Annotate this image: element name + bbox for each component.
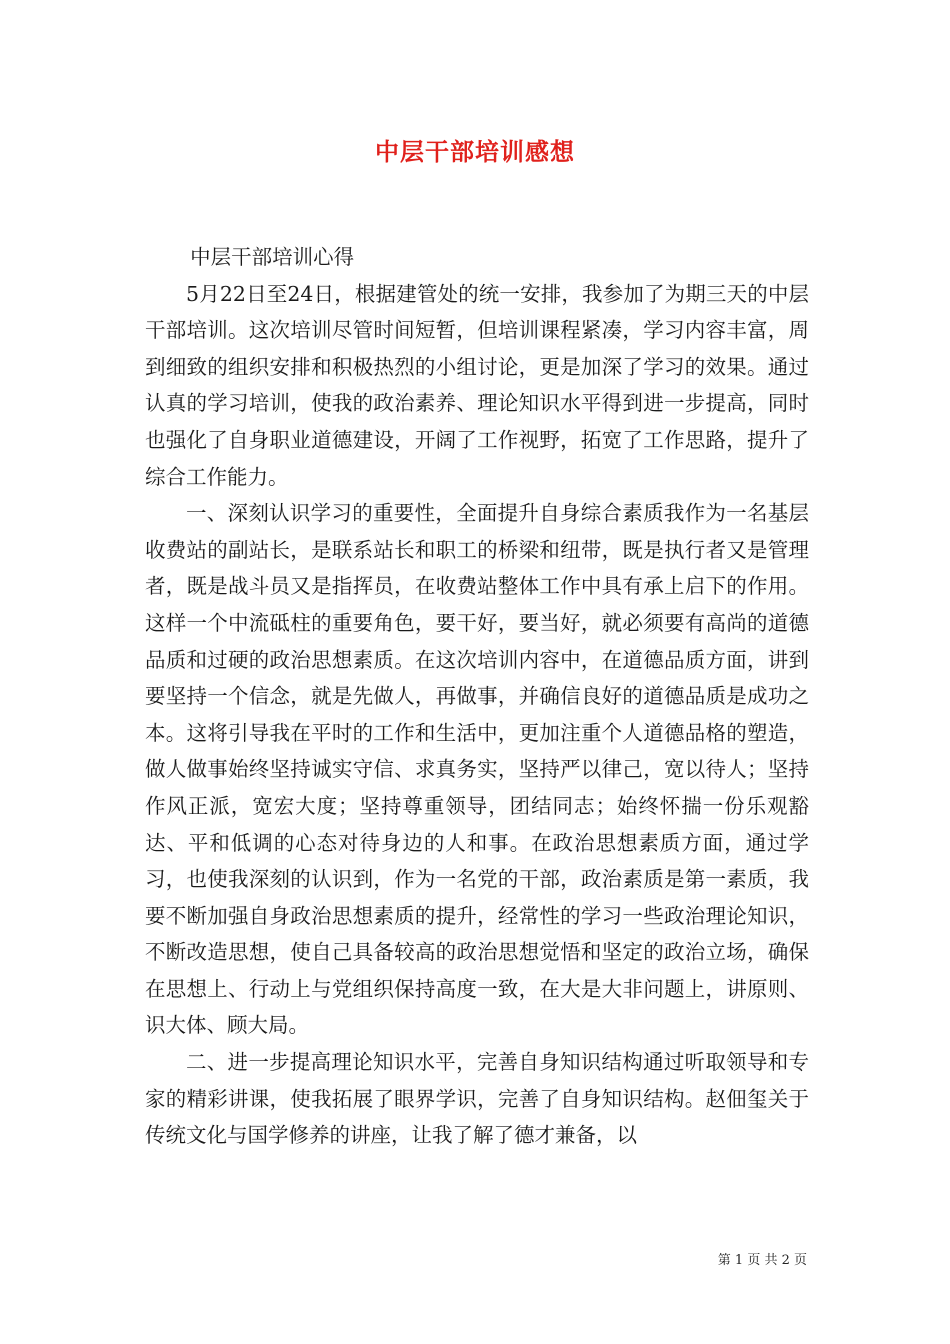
document-body	[145, 239, 809, 1154]
paragraph-intro: 5月22日至24日，根据建管处的统一安排，我参加了为期三天的中层干部培训。这次培训尽管时间短暂，但培训课程紧凑，学习内容丰富，周到细致的组织安排和积极热烈的小组讨论，更是加深了学习的效果。通过认真的学习培训，使我的政治素养、理论知识水平得到进一步提高，同时也强化了自身职业道德建设，开阔了工作视野，拓宽了工作思路，提升了综合工作能力。	[145, 281, 809, 489]
paragraph-section-2: 二、进一步提高理论知识水平，完善自身知识结构通过听取领导和专家的精彩讲课，使我拓展了眼界学识，完善了自身知识结构。赵佃玺关于传统文化与国学修养的讲座，让我了解了德才兼备，以	[145, 1050, 809, 1148]
page-number-footer: 第 1 页 共 2 页	[717, 1253, 807, 1268]
document-subtitle: 中层干部培训心得	[190, 245, 355, 269]
document-title: 中层干部培训感想	[375, 137, 575, 166]
paragraph-section-1: 一、深刻认识学习的重要性，全面提升自身综合素质我作为一名基层收费站的副站长，是联系站长和职工的桥梁和纽带，既是执行者又是管理者，既是战斗员又是指挥员，在收费站整体工作中具有承上启下的作用。这样一个中流砥柱的重要角色，要干好，要当好，就必须要有高尚的道德品质和过硬的政治思想素质。在这次培训内容中，在道德品质方面，讲到要坚持一个信念，就是先做人，再做事，并确信良好的道德品质是成功之本。这将引导我在平时的工作和生活中，更加注重个人道德品格的塑造，做人做事始终坚持诚实守信、求真务实，坚持严以律己，宽以待人；坚持作风正派，宽宏大度；坚持尊重领导，团结同志；始终怀揣一份乐观豁达、平和低调的心态对待身边的人和事。在政治思想素质方面，通过学习，也使我深刻的认识到，作为一名党的干部，政治素质是第一素质，我要不断加强自身政治思想素质的提升，经常性的学习一些政治理论知识，不断改造思想，使自己具备较高的政治思想觉悟和坚定的政治立场，确保在思想上、行动上与党组织保持高度一致，在大是大非问题上，讲原则、识大体、顾大局。	[145, 501, 809, 1038]
